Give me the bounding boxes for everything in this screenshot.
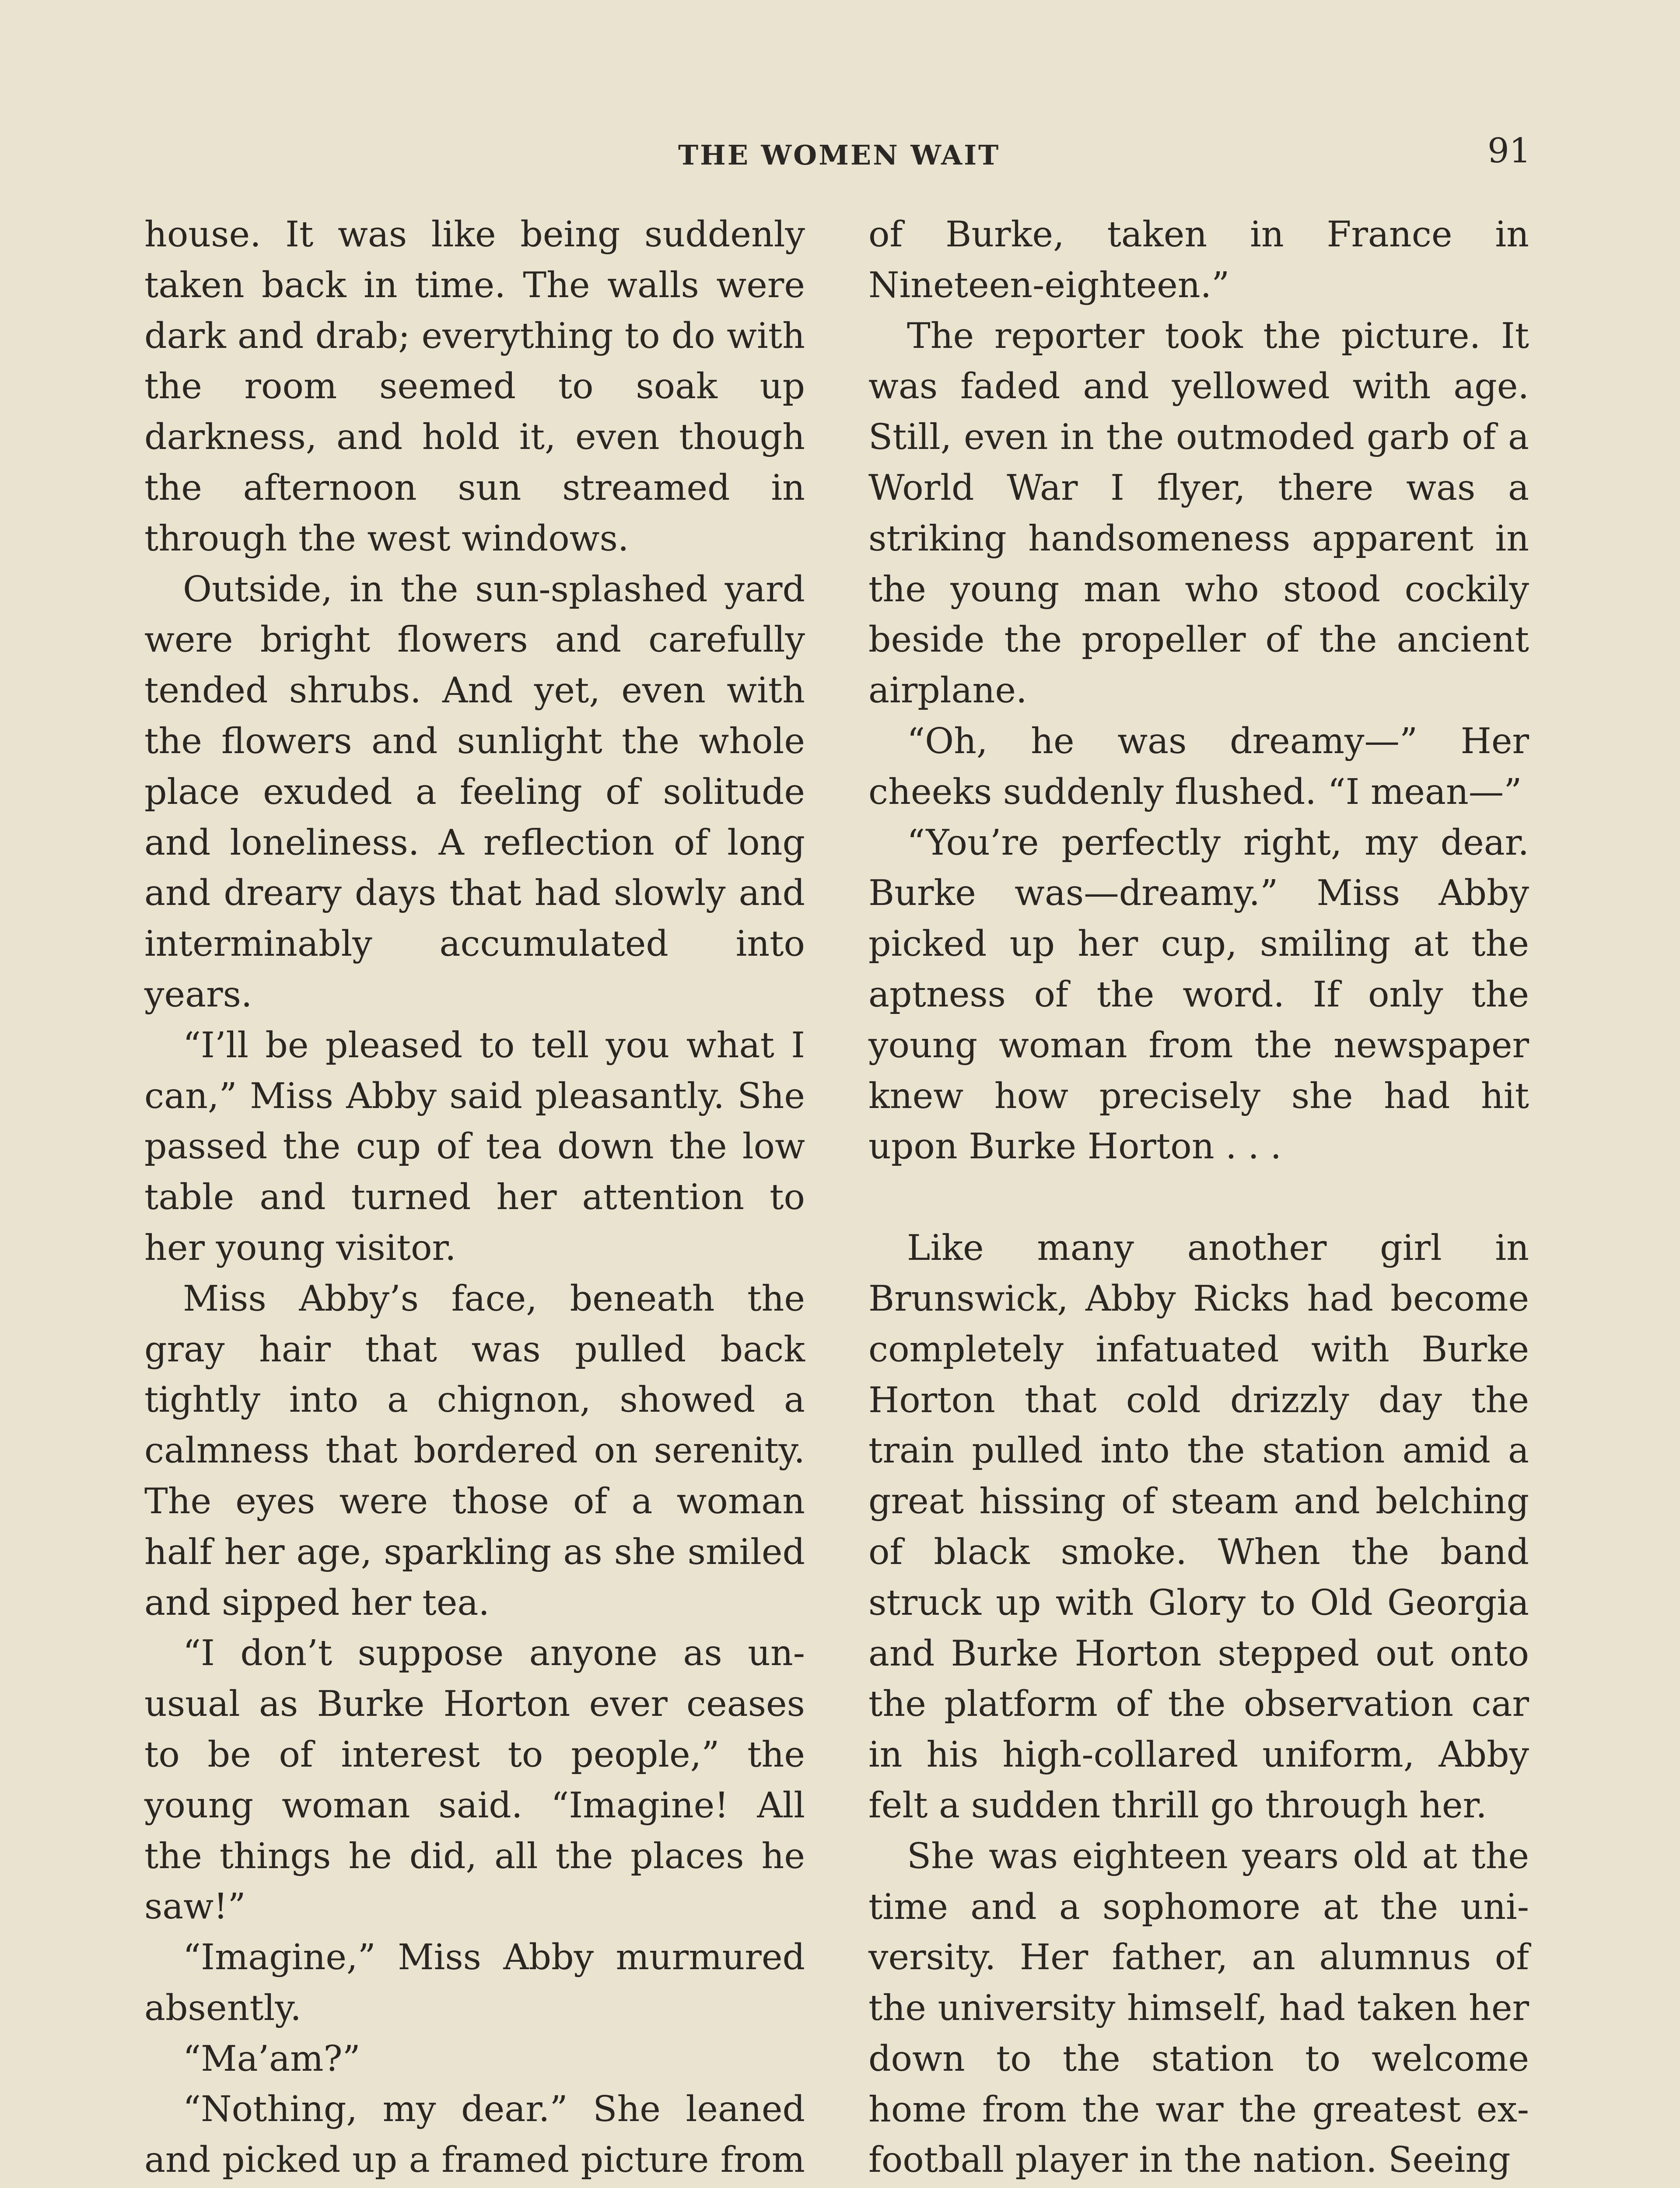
paragraph: “I’ll be pleased to tell you what I can,” Miss Abby said pleasantly. She passed the cup of tea down the low table and turned her attention to her young visitor. [144,1024,805,1268]
paragraph: “I don’t suppose anyone as unusual as Burke Horton ever ceases to be of interest to people,” the young woman said. “Imagine! All the things he did, all the places he saw!” [144,1632,805,1927]
paragraph: The reporter took the picture. It was faded and yellowed with age. Still, even in the outmoded garb of a World War I flyer, there was a striking handsomeness apparent in the young man who stood cockily beside the propeller of the ancient airplane. [868,315,1529,711]
paragraph: Like many another girl in Brunswick, Abby Ricks had become completely infatuated with Burke Horton that cold drizzly day the train pulled into the station amid a great hissing of steam and belching of black smoke. When the band struck up with Glory to Old Georgia and Burke Horton stepped out onto the platform of the observation car in his high-collared uniform, Abby felt a sudden thrill go through her. [868,1227,1529,1826]
paragraph: She was eighteen years old at the time and a sophomore at the university. Her father, an alumnus of the university himself, had taken her down to the station to welcome home from the war the greatest exfootball player in the nation. Seeing [868,1835,1529,2181]
paragraph: Miss Abby’s face, beneath the gray hair that was pulled back tightly into a chignon, showed a calmness that bordered on serenity. The eyes were those of a woman half her age, sparkling as she smiled and sipped her tea. [144,1277,805,1623]
page-number: 91 [1488,131,1531,171]
paragraph: house. It was like being suddenly taken back in time. The walls were dark and drab; everything to do with the room seemed to soak up darkness, and hold it, even though the afternoon sun streamed in through the west windows. [144,214,805,559]
paragraph: “Ma’am?” [183,2037,360,2079]
paragraph: Outside, in the sun-splashed yard were bright flowers and carefully tended shrubs. And yet, even with the flowers and sunlight the whole place exuded a feeling of solitude and loneliness. A reflection of long and dreary days that had slowly and interminably accumulated into years. [144,568,805,1015]
paragraph: of Burke, taken in France in Nineteen-eighteen.” [868,214,1529,305]
paragraph: “Nothing, my dear.” She leaned and picked up a framed picture from [144,2088,805,2181]
paragraph: “Imagine,” Miss Abby murmured absently. [144,1936,805,2028]
left-column [144,209,805,2188]
paragraph: “You’re perfectly right, my dear. Burke was—dreamy.” Miss Abby picked up her cup, smiling at the aptness of the word. If only the young woman from the newspaper knew how precisely she had hit upon Burke Horton . . . [868,821,1529,1167]
paragraph: “Oh, he was dreamy—” Her cheeks suddenly flushed. “I mean—” [868,720,1529,812]
right-column [868,209,1529,2185]
running-title: THE WOMEN WAIT [678,139,1001,171]
